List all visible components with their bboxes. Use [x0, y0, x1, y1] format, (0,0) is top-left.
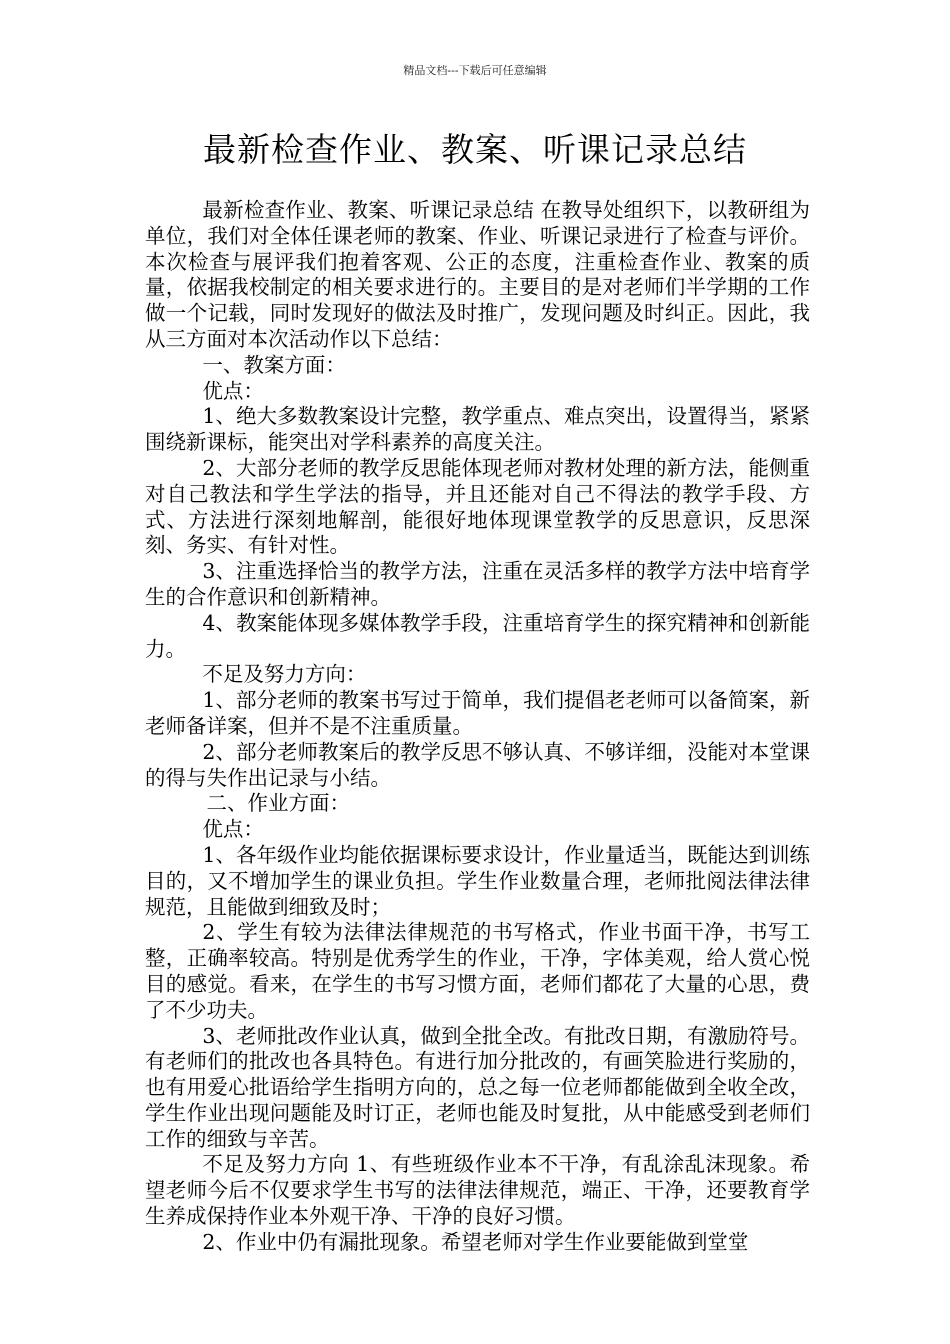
list-item: 3、老师批改作业认真，做到全批全改。有批改日期，有激励符号。有老师们的批改也各具特色。有进行加分批改的，有画笑脸进行奖励的，也有用爱心批语给学生指明方向的，总之每一位老师都能做到全收全改，学生作业出现问题能及时订正，老师也能及时复批，从中能感受到老师们工作的细致与辛苦。 — [145, 1023, 810, 1151]
list-item: 1、绝大多数教案设计完整，教学重点、难点突出，设置得当，紧紧围绕新课标，能突出对学科素养的高度关注。 — [145, 404, 810, 455]
list-item: 3、注重选择恰当的教学方法，注重在灵活多样的教学方法中培育学生的合作意识和创新精神。 — [145, 559, 810, 609]
header-note: 精品文档---下载后可任意编辑 — [403, 64, 547, 77]
list-item: 1、部分老师的教案书写过于简单，我们提倡老老师可以备简案，新老师备详案，但并不是不注重质量。 — [145, 688, 810, 738]
list-item: 2、部分老师教案后的教学反思不够认真、不够详细，没能对本堂课的得与失作出记录与小结。 — [145, 739, 810, 790]
list-item: 1、各年级作业均能依据课标要求设计，作业量适当，既能达到训练目的，又不增加学生的课业负担。学生作业数量合理，老师批阅法律法律规范，且能做到细致及时； — [145, 842, 810, 919]
intro-paragraph: 最新检查作业、教案、听课记录总结 在教导处组织下，以教研组为单位，我们对全体任课老师的教案、作业、听课记录进行了检查与评价。本次检查与展评我们抱着客观、公正的态度，注重检查作业、教案的质量，依据我校制定的相关要求进行的。主要目的是对老师们半学期的工作做一个记载，同时发现好的做法及时推广，发现问题及时纠正。因此，我从三方面对本次活动作以下总结： — [145, 198, 810, 351]
list-item: 2、学生有较为法律法律规范的书写格式，作业书面干净，书写工整，正确率较高。特别是优秀学生的作业，干净，字体美观，给人赏心悦目的感觉。看来，在学生的书写习惯方面，老师们都花了大量的心思，费了不少功夫。 — [145, 920, 810, 1022]
subheading-strengths: 优点： — [202, 378, 264, 403]
section-heading-homework: 二、作业方面： — [206, 791, 350, 816]
document-title: 最新检查作业、教案、听课记录总结 — [203, 130, 747, 169]
list-item: 2、大部分老师的教学反思能体现老师对教材处理的新方法，能侧重对自己教法和学生学法的指导，并且还能对自己不得法的教学手段、方式、方法进行深刻地解剖，能很好地体现课堂教学的反思意识，反思深刻、务实、有针对性。 — [145, 455, 810, 558]
subheading-weaknesses: 不足及努力方向 1、有些班级作业本不干净，有乱涂乱沫现象。希望老师今后不仅要求学生书写的法律法律规范，端正、干净，还要教育学生养成保持作业本外观干净、干净的良好习惯。 — [145, 1152, 810, 1229]
subheading-weaknesses: 不足及努力方向： — [202, 662, 367, 687]
subheading-strengths: 优点： — [202, 817, 264, 842]
list-item: 4、教案能体现多媒体教学手段，注重培育学生的探究精神和创新能力。 — [145, 610, 810, 661]
list-item: 2、作业中仍有漏批现象。希望老师对学生作业要能做到堂堂 — [202, 1229, 749, 1254]
section-heading-lesson-plans: 一、教案方面： — [202, 352, 346, 377]
document-body — [145, 198, 810, 1256]
